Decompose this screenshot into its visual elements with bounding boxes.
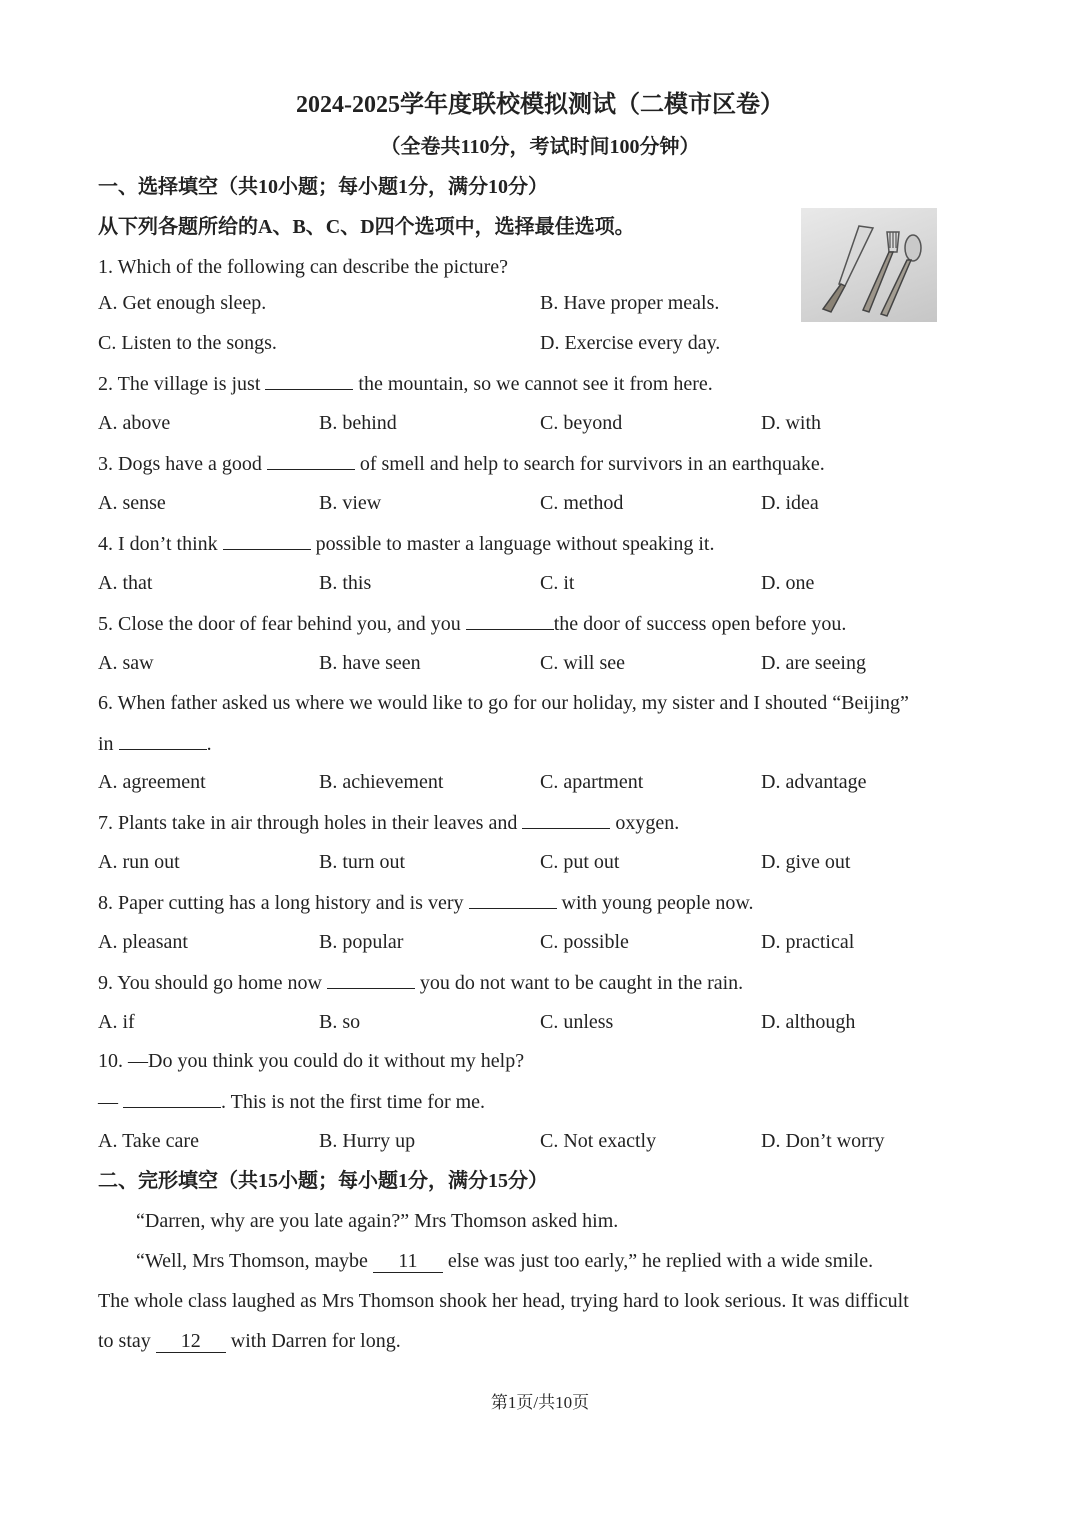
- cutlery-icon: [801, 208, 937, 322]
- answer-blank: [466, 609, 554, 630]
- passage-line-4: to stay 12 with Darren for long.: [98, 1330, 401, 1352]
- q2-option-d: D. with: [761, 412, 821, 434]
- section1-instruction: 从下列各题所给的A、B、C、D四个选项中，选择最佳选项。: [98, 216, 635, 238]
- answer-blank: [123, 1087, 221, 1108]
- q10-option-b: B. Hurry up: [319, 1130, 416, 1152]
- q9-option-b: B. so: [319, 1011, 361, 1033]
- answer-blank: [265, 369, 353, 390]
- q2-option-b: B. behind: [319, 412, 397, 434]
- q7-option-a: A. run out: [98, 851, 180, 873]
- q7-option-d: D. give out: [761, 851, 851, 873]
- q3-option-d: D. idea: [761, 492, 819, 514]
- answer-blank: [223, 529, 311, 550]
- question-4-stem: 4. I don’t think possible to master a language without speaking it.: [98, 529, 714, 558]
- section1-heading: 一、选择填空（共10小题；每小题1分，满分10分）: [98, 176, 548, 198]
- q3-option-c: C. method: [540, 492, 624, 514]
- q5-option-c: C. will see: [540, 652, 625, 674]
- q4-option-c: C. it: [540, 572, 575, 594]
- cloze-blank-12: 12: [156, 1330, 226, 1353]
- q2-option-c: C. beyond: [540, 412, 623, 434]
- q3-option-a: A. sense: [98, 492, 166, 514]
- answer-blank: [119, 729, 207, 750]
- q10-option-d: D. Don’t worry: [761, 1130, 885, 1152]
- answer-blank: [469, 888, 557, 909]
- answer-blank: [522, 808, 610, 829]
- q9-option-c: C. unless: [540, 1011, 614, 1033]
- exam-title: 2024-2025学年度联校模拟测试（二模市区卷）: [296, 92, 784, 118]
- q8-option-c: C. possible: [540, 931, 629, 953]
- q9-option-d: D. although: [761, 1011, 856, 1033]
- exam-subtitle: （全卷共110分，考试时间100分钟）: [380, 136, 700, 158]
- q5-option-b: B. have seen: [319, 652, 421, 674]
- q7-option-b: B. turn out: [319, 851, 406, 873]
- question-8-stem: 8. Paper cutting has a long history and is very with young people now.: [98, 888, 754, 917]
- q9-option-a: A. if: [98, 1011, 135, 1033]
- q5-option-d: D. are seeing: [761, 652, 866, 674]
- q1-option-d: D. Exercise every day.: [540, 332, 721, 354]
- q1-option-c: C. Listen to the songs.: [98, 332, 277, 354]
- cutlery-picture: [801, 208, 937, 322]
- q6-option-b: B. achievement: [319, 771, 444, 793]
- q4-option-d: D. one: [761, 572, 815, 594]
- q1-option-a: A. Get enough sleep.: [98, 292, 267, 314]
- q7-option-c: C. put out: [540, 851, 620, 873]
- question-9-stem: 9. You should go home now you do not want to be caught in the rain.: [98, 968, 743, 997]
- q10-option-a: A. Take care: [98, 1130, 199, 1152]
- passage-paragraph-2: “Well, Mrs Thomson, maybe 11 else was just too early,” he replied with a wide smile.: [136, 1250, 874, 1272]
- q8-option-b: B. popular: [319, 931, 404, 953]
- page-number: 第1页/共10页: [490, 1393, 590, 1412]
- q6-option-d: D. advantage: [761, 771, 867, 793]
- question-10-reply: — . This is not the first time for me.: [98, 1087, 485, 1116]
- q4-option-a: A. that: [98, 572, 153, 594]
- passage-line-3: The whole class laughed as Mrs Thomson shook her head, trying hard to look serious. It was difficult: [98, 1290, 909, 1312]
- section2-heading: 二、完形填空（共15小题；每小题1分，满分15分）: [98, 1170, 548, 1192]
- q10-option-c: C. Not exactly: [540, 1130, 657, 1152]
- question-6-stem-cont: in .: [98, 729, 212, 758]
- answer-blank: [267, 449, 355, 470]
- q5-option-a: A. saw: [98, 652, 154, 674]
- q1-option-b: B. Have proper meals.: [540, 292, 720, 314]
- cloze-blank-11: 11: [373, 1250, 443, 1273]
- q4-option-b: B. this: [319, 572, 372, 594]
- question-7-stem: 7. Plants take in air through holes in their leaves and oxygen.: [98, 808, 679, 837]
- answer-blank: [327, 968, 415, 989]
- q2-option-a: A. above: [98, 412, 171, 434]
- q8-option-d: D. practical: [761, 931, 855, 953]
- question-6-stem: 6. When father asked us where we would like to go for our holiday, my sister and I shouted “Beijing”: [98, 692, 909, 714]
- question-1-stem: 1. Which of the following can describe the picture?: [98, 256, 509, 278]
- question-10-stem: 10. —Do you think you could do it without my help?: [98, 1050, 525, 1072]
- q6-option-a: A. agreement: [98, 771, 206, 793]
- q3-option-b: B. view: [319, 492, 382, 514]
- question-2-stem: 2. The village is just the mountain, so we cannot see it from here.: [98, 369, 713, 398]
- passage-paragraph-1: “Darren, why are you late again?” Mrs Thomson asked him.: [136, 1210, 619, 1232]
- question-3-stem: 3. Dogs have a good of smell and help to search for survivors in an earthquake.: [98, 449, 825, 478]
- q6-option-c: C. apartment: [540, 771, 644, 793]
- question-5-stem: 5. Close the door of fear behind you, and you the door of success open before you.: [98, 609, 846, 638]
- q8-option-a: A. pleasant: [98, 931, 188, 953]
